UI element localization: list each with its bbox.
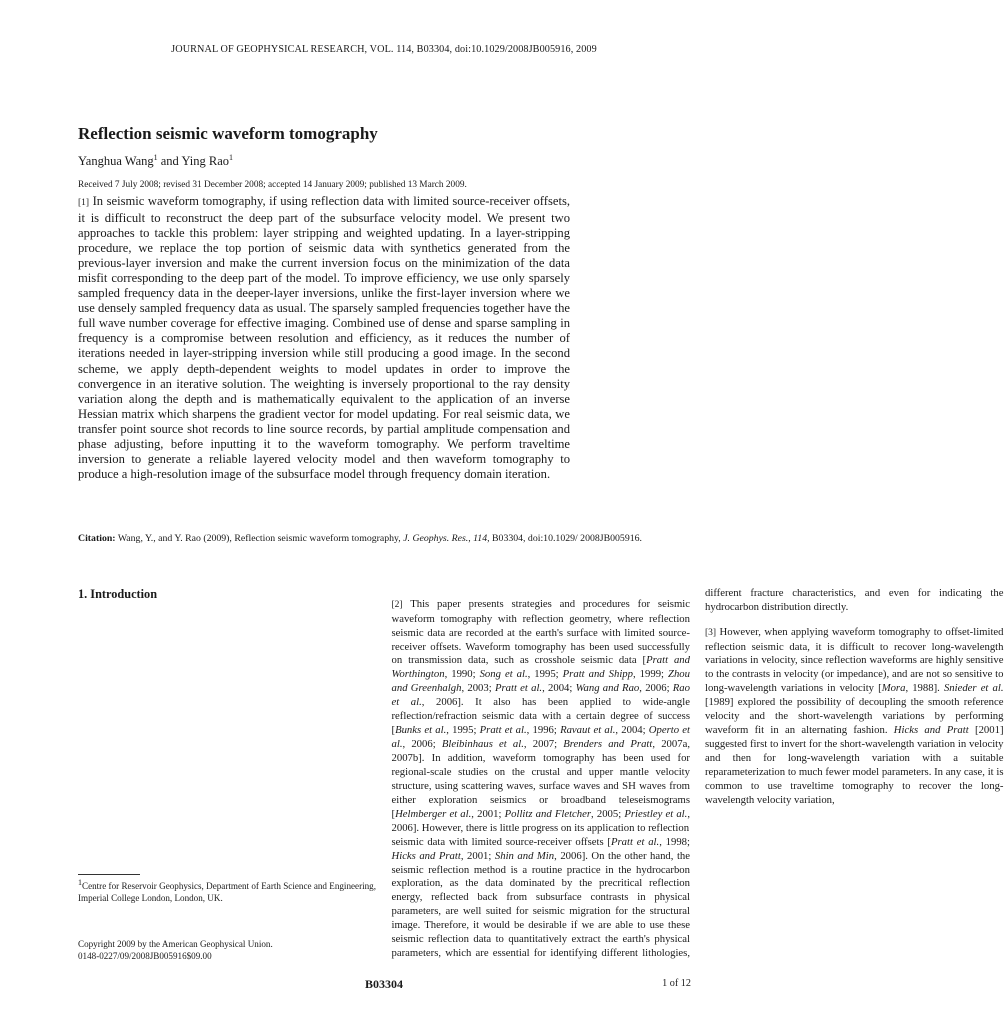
abstract-text: In seismic waveform tomography, if using reflection data with limited source-receiver offsets, it is difficult to reconstruct the deep part of the subsurface velocity model. We present two approaches to tackle this problem: layer stripping and weighted updating. In a layer-stripping procedure, we replace the top portion of seismic data with synthetics generated from the previous-layer inversion and make the current inversion focus on the minimization of the data misfit corresponding to the deep part of the model. To improve efficiency, we use only sparsely sampled frequency data in the deeper-layer inversions, unlike the first-layer inversion where we use densely sampled frequency data as usual. The sparsely sampled frequencies together have the full wave number coverage for effective imaging. Combined use of dense and sparse sampling in frequency is a compromise between resolution and efficiency, as it reduces the number of iterations needed in layer-stripping inversion while still producing a good image. In the second scheme, we apply depth-dependent weights to model updates in order to improve the convergence in an iterative solution. The weighting is inversely proportional to the ray density variation along the depth and is mathematically equivalent to the application of an inverse Hessian matrix which sharpens the gradient vector for model updating. For real seismic data, we transfer point source shot records to line source records, by partial amplitude compensation and phase adjusting, before inputting it to the waveform tomography. We perform traveltime inversion to generate a reliable layered velocity model and then waveform tomography to produce a high-resolution image of the subsurface model through frequency domain iteration. [78, 194, 571, 481]
text-run: , 2006]. However, there is little progress on its application to reflection seismic data with limited source-receiver offsets [ [391, 807, 690, 848]
section-heading: 1. Introduction [78, 587, 158, 601]
article-id: B03304 [364, 977, 403, 991]
author-separator: and [157, 154, 182, 169]
reference-author: Pollitz and Fletcher [504, 807, 592, 820]
reference-author: Bleibinhaus et al. [441, 738, 524, 751]
text-run: [1989] explored the possibility of decoupling the smooth reference velocity and the short-wavelength variations by performing waveform fit in an alternating fashion. [705, 696, 1004, 737]
paragraph-number: [1] [78, 198, 90, 208]
footnote-text: Centre for Reservoir Geophysics, Department of Earth Science and Engineering, Imperial College London, London, UK. [78, 881, 376, 904]
paragraph-number: [2] [391, 599, 403, 610]
reference-author: Operto et al. [391, 724, 690, 751]
text-run: [2001] suggested first to invert for the short-wavelength variation in velocity and then for long-wavelength variation with a suitable reparameterization to much fewer model parameters. In any case, it is common to use traveltime tomography to recover the long-wavelength velocity variation, [705, 724, 1004, 806]
reference-author: Rao et al. [391, 682, 690, 709]
author-name: Ying Rao [181, 154, 230, 169]
reference-author: Helmberger et al. [395, 807, 472, 820]
affiliation-marker: 1 [229, 153, 234, 162]
affiliation-marker: 1 [153, 153, 158, 162]
reference-author: Zhou and Greenhalgh [391, 668, 690, 695]
text-run: , 2006]. On the other hand, the seismic reflection method is a routine practice in the hydrocarbon exploration, as the data dominated by the precritical reflection energy, reflected back from subsurface contrasts in physical parameters, are well suited for seismic migration for the structural image. Therefore, it would be desirable if we are able to use these seismic reflection data to quantitatively extract the earth's physical parameters, which are essential for identifying different lithologies, different fracture characteristics, and even for indicating the hydrocarbon distribution directly. [391, 587, 1004, 960]
intro-section [78, 587, 1004, 973]
text-run: , 2006]. It also has been applied to wide-angle reflection/refraction seismic data with a certain degree of success [ [391, 696, 690, 737]
citation-volume: 114 [473, 533, 488, 544]
reference-author: Pratt et al. [610, 835, 660, 848]
reference-author: Mora [881, 682, 906, 695]
text-run: , 1998; [659, 835, 690, 848]
text-run: , 1996; [526, 724, 561, 737]
author-name: Yanghua Wang [78, 154, 154, 169]
text-run: This paper presents strategies and procedures for seismic waveform tomography with reflection geometry, where reflection seismic data are recorded at the earth's surface with limited source-receiver offsets. Waveform tomography has been used successfully on transmission data, such as crosshole seismic data [ [391, 597, 690, 667]
page-number: 1 of 12 [662, 978, 691, 989]
intro-flow [78, 587, 1004, 973]
paragraph-body [705, 626, 1004, 806]
publication-dates: Received 7 July 2008; revised 31 December 2008; accepted 14 January 2009; published 13 March 2009. [78, 180, 467, 190]
reference-author: Brenders and Pratt [563, 738, 653, 751]
citation-label: Citation: [78, 533, 116, 544]
reference-author: Pratt and Worthington [391, 654, 690, 681]
reference-author: Hicks and Pratt [391, 849, 461, 862]
text-run: However, when applying waveform tomography to offset-limited reflection seismic data, it is difficult to recover long-wavelength variations in velocity, since reflection waveforms are highly sensitive to the contrasts in velocity (or impedance), and are not so sensitive to long-wavelength variations in velocity [ [705, 625, 1004, 695]
issn-line: 0148-0227/09/2008JB005916$09.00 [78, 951, 212, 961]
text-run: , 1995; [446, 724, 480, 737]
reference-author: Pratt and Shipp [562, 668, 633, 681]
reference-author: Song et al. [479, 668, 528, 681]
text-run: , 1999; [633, 668, 669, 681]
paragraph [705, 626, 1004, 808]
text-run: , 2001; [471, 807, 505, 820]
reference-author: Hicks and Pratt [893, 724, 969, 737]
reference-author: Pratt et al. [494, 682, 543, 695]
reference-author: Pratt et al. [479, 724, 527, 737]
footnote-marker: 1 [78, 878, 82, 887]
reference-author: Ravaut et al. [560, 724, 616, 737]
abstract [78, 194, 570, 482]
reference-author: Snieder et al. [943, 682, 1004, 695]
article-title: Reflection seismic waveform tomography [78, 124, 378, 143]
citation-text: , B03304, doi:10.1029/ 2008JB005916. [487, 533, 642, 544]
text-run: , 2007a, 2007b]. In addition, waveform tomography has been used for regional-scale studies on the crustal and upper mantle velocity structure, using scattering waves, surface waves and SH waves from either exploration seismics or broadband teleseismograms [ [391, 738, 690, 820]
reference-author: Shin and Min [494, 849, 555, 862]
reference-author: Wang and Rao [575, 682, 640, 695]
citation-block [78, 532, 690, 547]
citation-text: Wang, Y., and Y. Rao (2009), Reflection seismic waveform tomography, [117, 533, 404, 544]
author-line [78, 153, 233, 169]
text-run: , 2004; [615, 724, 649, 737]
text-run: , 2006; [402, 738, 442, 751]
running-header: JOURNAL OF GEOPHYSICAL RESEARCH, VOL. 114, B03304, doi:10.1029/2008JB005916, 2009 [171, 44, 597, 55]
paragraph-number: [3] [705, 627, 717, 638]
text-run: , 2006; [639, 682, 673, 695]
text-run: , 1990; [444, 668, 480, 681]
citation-journal: J. Geophys. Res. [403, 533, 469, 544]
copyright-line: Copyright 2009 by the American Geophysical Union. [78, 939, 273, 949]
text-run: , 2001; [460, 849, 495, 862]
text-run: , 1995; [527, 668, 563, 681]
reference-author: Priestley et al. [624, 807, 688, 820]
text-run: , 2005; [591, 807, 625, 820]
text-run: , 1988]. [905, 682, 944, 695]
citation-sep: , [468, 533, 474, 544]
reference-author: Bunks et al. [395, 724, 447, 737]
text-run: , 2007; [523, 738, 564, 751]
text-run: , 2004; [542, 682, 576, 695]
text-run: , 2003; [461, 682, 495, 695]
